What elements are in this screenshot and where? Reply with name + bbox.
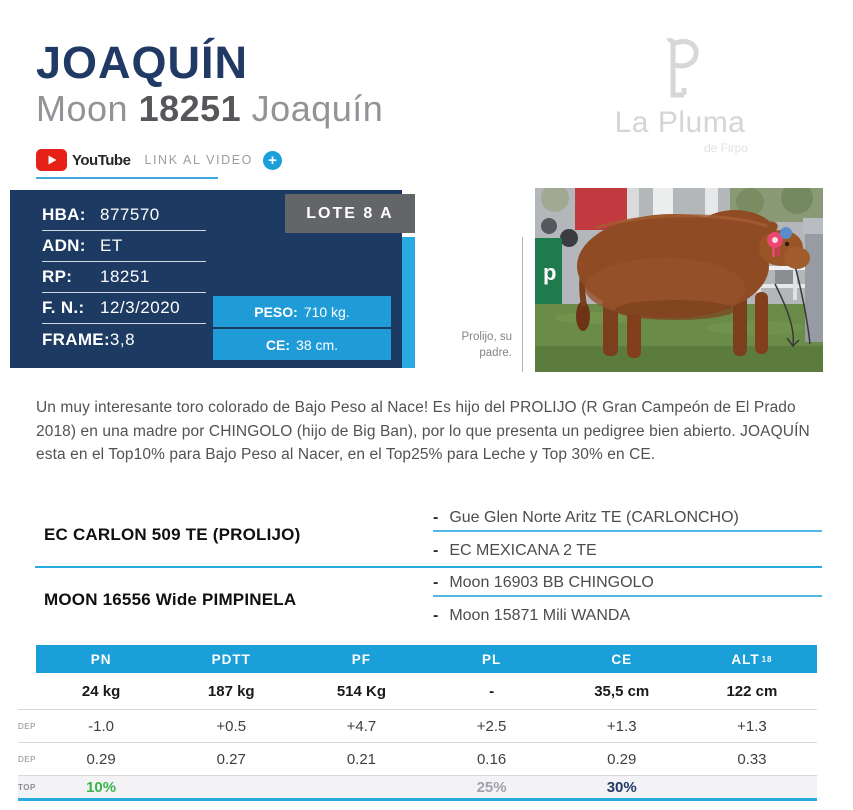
caption-divider xyxy=(522,237,523,372)
col-pdtt: PDTT xyxy=(166,645,296,673)
row-label: TOP xyxy=(18,782,36,792)
col-alt-label: ALT xyxy=(731,651,760,667)
ancestor-name: EC MEXICANA 2 TE xyxy=(449,541,597,559)
pedigree-section xyxy=(35,503,822,631)
value-cell: 24 kg xyxy=(81,682,121,700)
frame-value: 3,8 xyxy=(109,329,136,349)
dep-cell: -1.0 xyxy=(88,717,114,735)
table-header-row xyxy=(18,645,817,673)
dep-row-1 xyxy=(18,709,817,742)
info-section xyxy=(0,188,853,372)
lot-badge: LOTE 8 A xyxy=(285,194,415,233)
dep-cell: +2.5 xyxy=(476,717,507,735)
dep-cell: 0.27 xyxy=(216,750,246,768)
subtitle-suffix: Joaquín xyxy=(241,87,384,129)
brand-logo xyxy=(606,36,754,155)
subtitle-prefix: Moon xyxy=(36,87,139,129)
plus-icon[interactable]: + xyxy=(263,151,282,170)
row-label: DEP xyxy=(18,721,36,731)
youtube-wordmark: YouTube xyxy=(72,151,131,169)
row-label: DEP xyxy=(18,754,36,764)
top-row xyxy=(18,775,817,801)
top-cell: 10% xyxy=(86,778,117,796)
animal-data-panel xyxy=(10,190,402,368)
brand-tagline: de Firpo xyxy=(703,141,748,155)
col-ce: CE xyxy=(557,645,687,673)
rp-label: RP: xyxy=(42,267,73,286)
bull-photo-illustration xyxy=(535,188,823,372)
dep-cell: 0.21 xyxy=(346,750,377,768)
title-block xyxy=(36,37,384,130)
rp-value: 18251 xyxy=(100,267,150,286)
value-cell: 122 cm xyxy=(726,682,778,700)
dam-ancestor-1 xyxy=(433,570,822,597)
col-alt-sup: 18 xyxy=(761,654,773,664)
dep-cell: +0.5 xyxy=(216,717,247,735)
ce-value: 38 cm. xyxy=(296,336,339,353)
frame-label: FRAME: xyxy=(42,329,110,349)
dash-bullet: - xyxy=(433,606,439,624)
description-text: Un muy interesante toro colorado de Bajo Peso al Nace! Es hijo del PROLIJO (R Gran Campeón de El Prado 2018) en una madre por CHINGOLO (hijo de Big Ban), por lo que presenta un pedigree bien abierto. JOAQUÍN esta en el Top10% para Bajo Peso al Nacer, en el Top25% para Leche y Top 30% en CE. xyxy=(36,399,810,464)
fn-value: 12/3/2020 xyxy=(100,298,181,317)
value-cell: 35,5 cm xyxy=(594,682,650,700)
hba-label: HBA: xyxy=(42,205,86,224)
data-row-frame xyxy=(42,324,206,355)
dep-cell: 0.33 xyxy=(737,750,767,768)
youtube-play-icon xyxy=(36,149,67,171)
video-link-label[interactable]: LINK AL VIDEO xyxy=(144,153,254,167)
epd-table xyxy=(18,645,817,801)
dam-row xyxy=(35,566,822,631)
top-cell: 30% xyxy=(606,778,637,796)
dep-cell: +1.3 xyxy=(737,717,767,735)
dep-cell: 0.29 xyxy=(607,750,637,768)
dam-ancestor-2 xyxy=(433,602,822,629)
page-title: JOAQUÍN xyxy=(36,37,249,88)
dep-row-2 xyxy=(18,742,817,775)
col-pn: PN xyxy=(36,645,166,673)
top-cell: 25% xyxy=(476,778,507,796)
lp-monogram-icon xyxy=(651,36,709,102)
col-pf: PF xyxy=(296,645,426,673)
youtube-logo[interactable] xyxy=(36,149,130,171)
page-subtitle xyxy=(36,88,383,130)
data-row-hba xyxy=(42,200,206,231)
dep-cell: +1.3 xyxy=(606,717,637,735)
peso-box xyxy=(213,296,391,327)
sire-name: EC CARLON 509 TE (PROLIJO) xyxy=(44,524,301,544)
ancestor-name: Moon 15871 Mili WANDA xyxy=(449,606,631,624)
sire-row xyxy=(35,503,822,566)
sign-letter: p xyxy=(543,260,557,285)
value-cell: - xyxy=(489,682,495,700)
value-cell: 514 Kg xyxy=(336,682,387,700)
dash-bullet: - xyxy=(433,541,439,559)
dash-bullet: - xyxy=(433,573,439,591)
measured-values-row xyxy=(18,673,817,709)
data-row-rp xyxy=(42,262,206,293)
ce-box xyxy=(213,329,391,360)
video-underline xyxy=(36,177,218,179)
ancestor-name: Gue Glen Norte Aritz TE (CARLONCHO) xyxy=(449,508,739,526)
adn-label: ADN: xyxy=(42,236,86,255)
photo-caption: Prolijo, su padre. xyxy=(461,331,512,359)
accent-stripe xyxy=(402,237,415,368)
value-cell: 187 kg xyxy=(207,682,255,700)
dep-cell: 0.29 xyxy=(86,750,116,768)
subtitle-number: 18251 xyxy=(138,87,242,129)
dam-name: MOON 16556 Wide PIMPINELA xyxy=(44,589,297,609)
data-row-fn xyxy=(42,293,206,324)
dep-cell: 0.16 xyxy=(476,750,507,768)
data-row-adn xyxy=(42,231,206,262)
ce-label: CE: xyxy=(265,336,291,353)
hba-value: 877570 xyxy=(100,205,160,224)
col-alt xyxy=(687,645,817,673)
sire-photo xyxy=(535,188,823,372)
fn-label: F. N.: xyxy=(42,298,85,317)
brand-name: La Pluma xyxy=(614,106,746,139)
peso-label: PESO: xyxy=(254,303,298,320)
dep-cell: +4.7 xyxy=(346,717,377,735)
sire-ancestor-2 xyxy=(433,537,822,564)
ancestor-name: Moon 16903 BB CHINGOLO xyxy=(449,573,654,591)
peso-value: 710 kg. xyxy=(303,303,350,320)
dash-bullet: - xyxy=(433,508,439,526)
sire-ancestor-1 xyxy=(433,505,822,532)
adn-value: ET xyxy=(100,236,123,255)
col-pl: PL xyxy=(427,645,557,673)
video-link[interactable] xyxy=(36,149,282,171)
weight-highlights xyxy=(213,296,391,360)
